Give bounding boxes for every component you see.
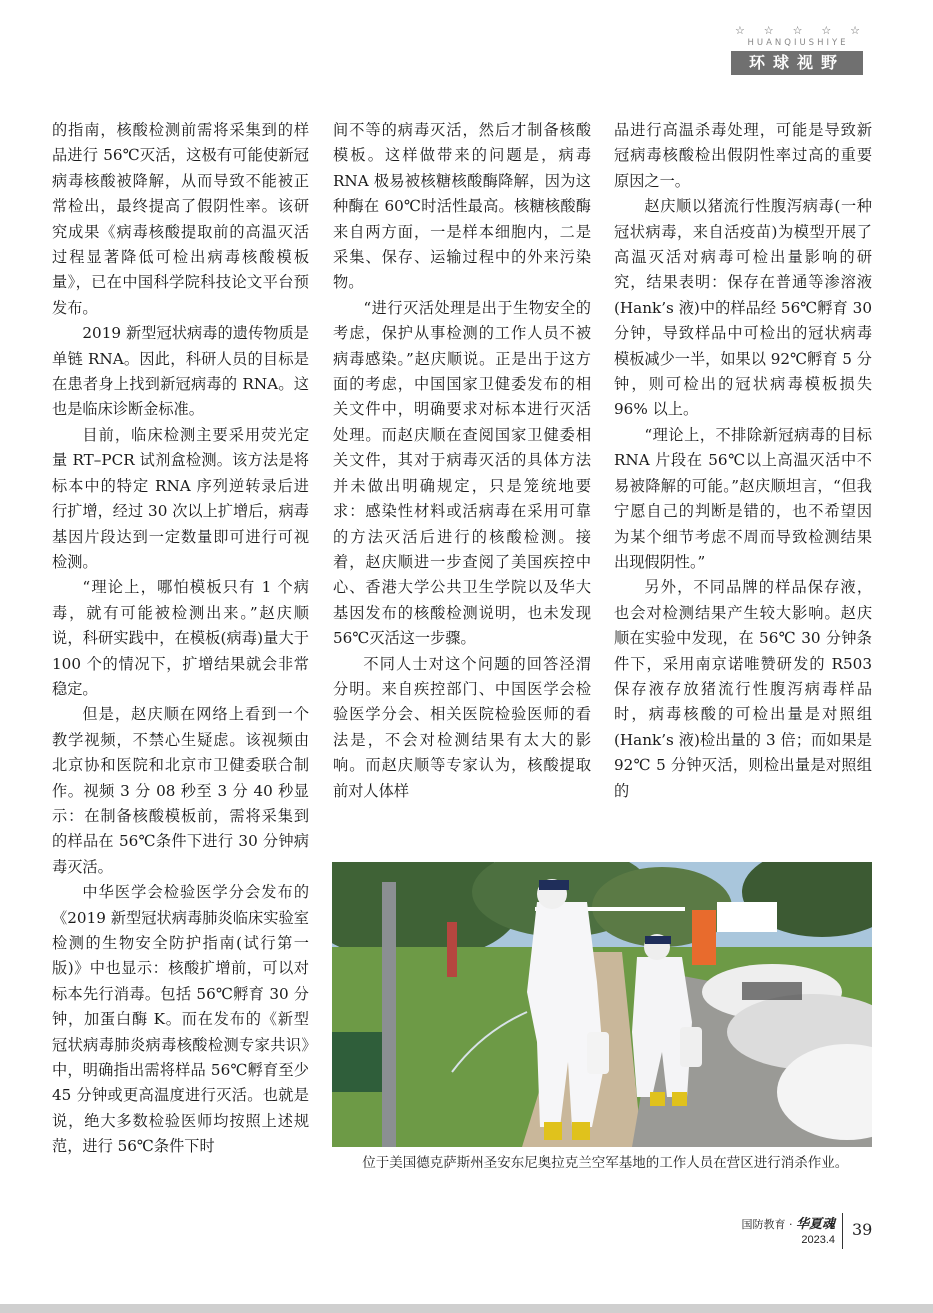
paragraph: 目前，临床检测主要采用荧光定量 RT–PCR 试剂盒检测。该方法是将标本中的特定 RNA 序列逆转录后进行扩增，经过 30 次以上扩增后，病毒基因片段达到一定数量即可进行可视检测。 — [52, 425, 309, 571]
article-column-3 — [614, 118, 872, 804]
paragraph: 2019 新型冠状病毒的遗传物质是单链 RNA。因此，科研人员的目标是在患者身上找到新冠病毒的 RNA。这也是临床诊断金标准。 — [52, 324, 309, 419]
magazine-script: 华夏魂 — [795, 1217, 835, 1232]
star-icon: ☆ — [735, 24, 745, 37]
paragraph: “进行灭活处理是出于生物安全的考虑，保护从事检测的工作人员不被病毒感染。”赵庆顺说。正是出于这方面的考虑，中国国家卫健委发布的相关文件中，明确要求对标本进行灭活处理。而赵庆顺在查阅国家卫健委相关文件，其对于病毒灭活的具体方法并未做出明确规定，只是笼统地要求：感染性材料或活病毒在采用可靠的方法灭活后进行的核酸检测。接着，赵庆顺进一步查阅了美国疾控中心、香港大学公共卫生学院以及华大基因发布的核酸检测说明，也未发现 56℃灭活这一步骤。 — [333, 298, 591, 648]
section-title: 环球视野 — [731, 51, 863, 75]
magazine-prefix: 国防教育 · — [741, 1218, 796, 1231]
section-pinyin: HUANQIUSHIYE — [747, 38, 849, 48]
star-icon: ☆ — [821, 24, 832, 37]
issue-date: 2023.4 — [801, 1234, 835, 1246]
paragraph: 中华医学会检验医学分会发布的《2019 新型冠状病毒肺炎临床实验室检测的生物安全防护指南(试行第一版)》中也显示：核酸扩增前，可以对标本先行消毒。包括 56℃孵育 30 分钟，加蛋白酶 K。而在发布的《新型冠状病毒肺炎病毒核酸检测专家共识》中，明确指出需将样品 56℃孵育至少 45 分钟或更高温度进行灭活。也就是说，绝大多数检验医师均按照上述规范，进行 56℃条件下时 — [52, 883, 309, 1156]
article-column-1 — [52, 118, 309, 1160]
paragraph: “理论上，哪怕模板只有 1 个病毒，就有可能被检测出来。”赵庆顺说，科研实践中，在模板(病毒)量大于 100 个的情况下，扩增结果就会非常稳定。 — [52, 578, 309, 698]
paragraph: “理论上，不排除新冠病毒的目标 RNA 片段在 56℃以上高温灭活中不易被降解的可能。”赵庆顺坦言，“但我宁愿自己的判断是错的，也不希望因为某个细节考虑不周而导致检测结果出现假阴性。” — [614, 425, 872, 571]
star-icon: ☆ — [850, 24, 860, 37]
star-icon: ☆ — [763, 24, 774, 37]
news-photo — [332, 862, 872, 1147]
paragraph: 赵庆顺以猪流行性腹泻病毒(一种冠状病毒，来自活疫苗)为模型开展了高温灭活对病毒可检出量影响的研究，结果表明：保存在普通等渗溶液(Hank’s 液)中的样品经 56℃孵育 30 分钟，导致样品中可检出的冠状病毒模板减少一半，如果以 92℃孵育 5 分钟，则可检出的冠状病毒模板损失 96% 以上。 — [614, 197, 872, 419]
article-column-2 — [333, 118, 591, 804]
paragraph: 间不等的病毒灭活，然后才制备核酸模板。这样做带来的问题是，病毒 RNA 极易被核糖核酸酶降解，因为这种酶在 60℃时活性最高。核糖核酸酶来自两方面，一是样本细胞内，二是采集、保存、运输过程中的外来污染物。 — [333, 121, 591, 292]
paragraph: 的指南，核酸检测前需将采集到的样品进行 56℃灭活，这极有可能使新冠病毒核酸被降解，从而导致不能被正常检出，最终提高了假阴性率。该研究成果《病毒核酸提取前的高温灭活过程显著降低可检出病毒核酸模板量》，已在中国科学院科技论文平台预发布。 — [52, 121, 309, 317]
footer-divider — [842, 1213, 843, 1249]
magazine-name — [700, 1213, 835, 1232]
paragraph: 但是，赵庆顺在网络上看到一个教学视频，不禁心生疑虑。该视频由北京协和医院和北京市卫健委联合制作。视频 3 分 08 秒至 3 分 40 秒显示：在制备核酸模板前，需将采集到的样品在 56℃条件下进行 30 分钟病毒灭活。 — [52, 705, 309, 876]
page-number: 39 — [852, 1220, 873, 1239]
photo-caption: 位于美国德克萨斯州圣安东尼奥拉克兰空军基地的工作人员在营区进行消杀作业。 — [362, 1155, 849, 1171]
header-stars — [735, 24, 860, 37]
paragraph: 品进行高温杀毒处理，可能是导致新冠病毒核酸检出假阴性率过高的重要原因之一。 — [614, 121, 872, 190]
bottom-band — [0, 1304, 933, 1313]
paragraph: 另外，不同品牌的样品保存液，也会对检测结果产生较大影响。赵庆顺在实验中发现，在 56℃ 30 分钟条件下，采用南京诺唯赞研发的 R503 保存液存放猪流行性腹泻病毒样品时，病毒核酸的可检出量是对照组(Hank’s 液)检出量的 3 倍；而如果是 92℃ 5 分钟灭活，则检出量是对照组的 — [614, 578, 872, 800]
paragraph: 不同人士对这个问题的回答泾渭分明。来自疾控部门、中国医学会检验医学分会、相关医院检验医师的看法是，不会对检测结果有太大的影响。而赵庆顺等专家认为，核酸提取前对人体样 — [333, 654, 591, 800]
star-icon: ☆ — [792, 24, 803, 37]
